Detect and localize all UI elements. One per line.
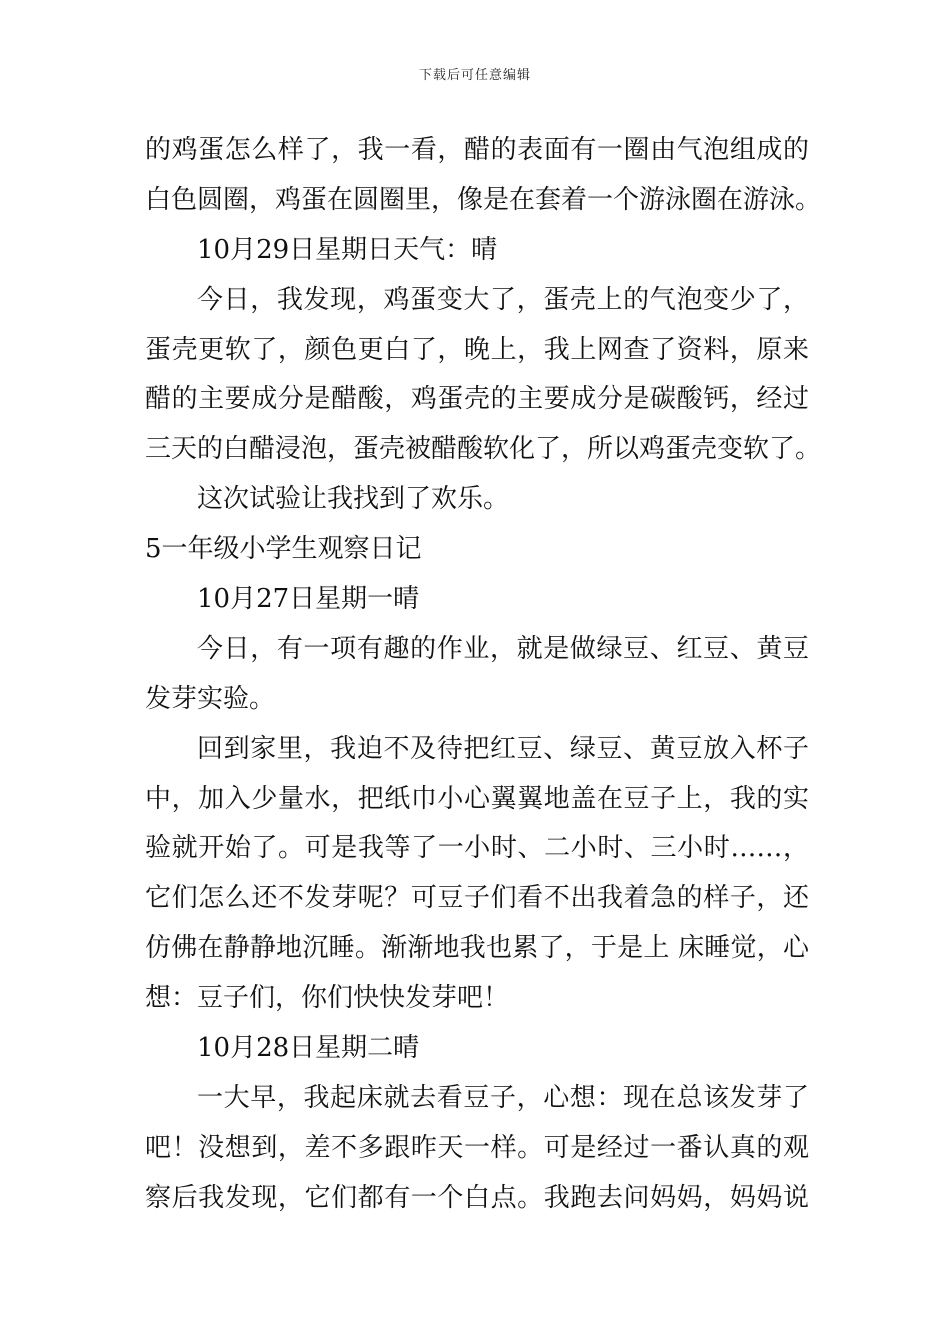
text-line: 仿佛在静静地沉睡。渐渐地我也累了，于是上 床睡觉，心 <box>145 933 809 964</box>
text-line: 回到家里，我迫不及待把红豆、绿豆、黄豆放入杯子 <box>197 733 809 764</box>
text-line: 三天的白醋浸泡，蛋壳被醋酸软化了，所以鸡蛋壳变软了。 <box>145 434 822 465</box>
text-line: 今日，我发现，鸡蛋变大了，蛋壳上的气泡变少了， <box>197 284 809 315</box>
text-line: 醋的主要成分是醋酸，鸡蛋壳的主要成分是碳酸钙，经过 <box>145 384 809 415</box>
text-line: 10月27日星期一晴 <box>197 584 420 615</box>
text-line: 今日，有一项有趣的作业，就是做绿豆、红豆、黄豆 <box>197 633 809 664</box>
text-line: 中，加入少量水，把纸巾小心翼翼地盖在豆子上，我的实 <box>145 783 809 814</box>
text-line: 想：豆子们，你们快快发芽吧！ <box>145 983 510 1014</box>
text-line: 发芽实验。 <box>145 683 276 714</box>
text-line: 察后我发现，它们都有一个白点。我跑去问妈妈，妈妈说 <box>145 1182 809 1213</box>
text-line: 这次试验让我找到了欢乐。 <box>197 484 510 515</box>
page-header: 下载后可任意编辑 <box>418 68 531 83</box>
text-line: 10月28日星期二晴 <box>197 1033 420 1064</box>
text-line: 的鸡蛋怎么样了，我一看，醋的表面有一圈由气泡组成的 <box>145 135 809 165</box>
text-line: 白色圆圈，鸡蛋在圆圈里，像是在套着一个游泳圈在游泳。 <box>145 184 822 215</box>
text-line: 一大早，我起床就去看豆子，心想：现在总该发芽了 <box>197 1082 809 1113</box>
text-line: 蛋壳更软了，颜色更白了，晚上，我上网查了资料，原来 <box>145 334 809 365</box>
text-line: 10月29日星期日天气：晴 <box>197 234 498 265</box>
text-line: 5一年级小学生观察日记 <box>145 534 422 565</box>
text-line: 吧！没想到，差不多跟昨天一样。可是经过一番认真的观 <box>145 1132 809 1163</box>
text-line: 验就开始了。可是我等了一小时、二小时、三小时……， <box>145 833 809 864</box>
document-body <box>145 126 822 1224</box>
text-line: 它们怎么还不发芽呢？可豆子们看不出我着急的样子，还 <box>145 883 809 914</box>
